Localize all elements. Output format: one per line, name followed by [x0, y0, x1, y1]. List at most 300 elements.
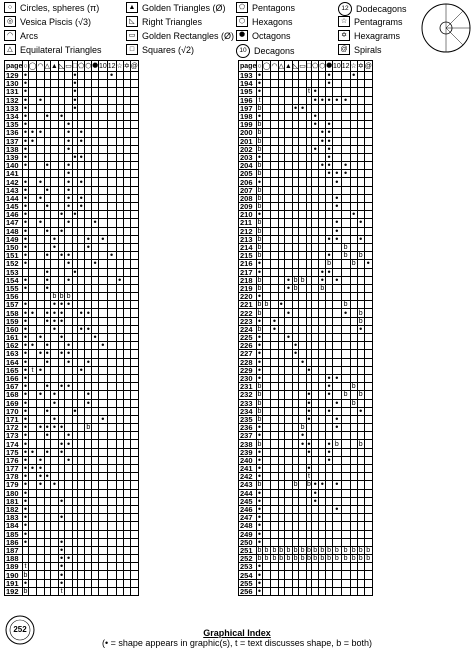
mark-cell — [271, 399, 278, 407]
mark-cell — [262, 358, 271, 366]
mark-cell: b — [272, 555, 277, 563]
mark-cell — [364, 194, 372, 202]
mark-cell: • — [320, 274, 324, 285]
mark-cell — [271, 366, 278, 374]
page-number-cell: 160 — [5, 325, 23, 333]
mark-cell: • — [313, 119, 317, 130]
mark-cell: b — [364, 555, 372, 563]
mark-cell — [85, 440, 92, 448]
mark-cell — [50, 112, 58, 120]
mark-cell — [341, 415, 350, 423]
page-number-cell: 139 — [5, 153, 23, 161]
mark-cell — [50, 489, 58, 497]
mark-cell — [116, 538, 123, 546]
mark-cell — [262, 424, 271, 432]
mark-cell — [78, 522, 85, 530]
mark-cell — [92, 563, 99, 571]
mark-cell — [332, 456, 341, 464]
page-number-cell: 185 — [5, 530, 23, 538]
mark-cell — [299, 530, 307, 538]
mark-cell — [28, 88, 37, 96]
mark-cell — [123, 293, 130, 301]
mark-cell — [85, 448, 92, 456]
column-shape-icon: ⬠ — [78, 62, 85, 70]
mark-cell: • — [257, 340, 262, 351]
page-number-cell: 178 — [5, 473, 23, 481]
mark-cell — [130, 243, 138, 251]
mark-cell: • — [23, 495, 28, 506]
mark-cell: • — [59, 381, 64, 392]
mark-cell: • — [23, 332, 28, 343]
column-shape-icon: @ — [364, 62, 372, 70]
mark-cell — [116, 293, 123, 301]
mark-cell — [130, 342, 138, 350]
mark-cell — [319, 334, 326, 342]
mark-cell — [312, 522, 319, 530]
mark-cell — [326, 538, 333, 546]
mark-cell — [130, 129, 138, 137]
mark-cell: • — [299, 440, 307, 448]
mark-cell: • — [341, 96, 350, 104]
mark-cell — [299, 563, 307, 571]
mark-cell — [65, 538, 73, 546]
mark-cell: b — [358, 309, 363, 317]
mark-cell — [357, 350, 364, 358]
mark-cell — [123, 170, 130, 178]
mark-cell — [50, 252, 58, 260]
mark-cell — [284, 415, 292, 423]
page-number-cell: 221 — [239, 301, 257, 309]
mark-cell — [341, 366, 350, 374]
page-number-cell: 234 — [239, 407, 257, 415]
mark-cell — [116, 317, 123, 325]
mark-cell — [116, 227, 123, 235]
mark-cell — [107, 342, 116, 350]
mark-cell — [28, 80, 37, 88]
mark-cell: • — [65, 178, 73, 186]
page-number-cell: 151 — [5, 252, 23, 260]
mark-cell — [299, 284, 307, 292]
mark-cell: b — [332, 546, 341, 554]
mark-cell — [98, 440, 107, 448]
mark-cell — [262, 235, 271, 243]
mark-cell: b — [257, 121, 262, 129]
mark-cell: b — [257, 235, 262, 243]
mark-cell: • — [86, 307, 90, 318]
mark-cell — [341, 317, 350, 325]
mark-cell: • — [332, 96, 341, 104]
mark-cell — [107, 424, 116, 432]
mark-cell: b — [307, 555, 311, 563]
mark-cell — [319, 227, 326, 235]
mark-cell — [319, 293, 326, 301]
mark-cell: • — [59, 577, 64, 588]
mark-cell: b — [272, 546, 277, 554]
mark-cell — [350, 219, 357, 227]
mark-cell — [332, 489, 341, 497]
mark-cell — [98, 260, 107, 268]
mark-cell — [123, 424, 130, 432]
mark-cell — [284, 170, 292, 178]
mark-cell: • — [272, 315, 277, 326]
spiral-icon: @ — [338, 44, 350, 55]
mark-cell — [123, 80, 130, 88]
mark-cell — [92, 309, 99, 317]
page-number-cell: 241 — [239, 465, 257, 473]
mark-cell — [65, 465, 73, 473]
mark-cell — [85, 571, 92, 579]
mark-cell — [312, 194, 319, 202]
mark-cell — [319, 104, 326, 112]
mark-cell — [341, 383, 350, 391]
table-row — [239, 383, 373, 391]
mark-cell: • — [257, 528, 262, 539]
page-number-cell: 229 — [239, 366, 257, 374]
mark-cell — [28, 358, 37, 366]
mark-cell — [65, 88, 73, 96]
mark-cell: b — [351, 546, 356, 554]
mark-cell — [123, 301, 130, 309]
mark-cell — [116, 260, 123, 268]
mark-cell: • — [327, 94, 331, 105]
mark-cell — [332, 112, 341, 120]
mark-cell — [130, 227, 138, 235]
mark-cell — [123, 129, 130, 137]
mark-cell — [92, 284, 99, 292]
mark-cell: • — [327, 446, 331, 457]
page-number-cell: 222 — [239, 309, 257, 317]
mark-cell: • — [23, 323, 28, 334]
mark-cell — [350, 284, 357, 292]
legend-item — [236, 44, 295, 58]
mark-cell — [262, 153, 271, 161]
mark-cell — [98, 473, 107, 481]
page-number-cell: 192 — [5, 587, 23, 595]
mark-cell: • — [23, 315, 28, 326]
mark-cell — [262, 268, 271, 276]
mark-cell — [78, 497, 85, 505]
mark-cell: • — [45, 307, 49, 318]
mark-cell — [85, 162, 92, 170]
page-number-cell: 161 — [5, 334, 23, 342]
mark-cell — [123, 145, 130, 153]
mark-cell: • — [307, 438, 311, 449]
mark-cell: b — [358, 555, 363, 563]
mark-cell: • — [65, 440, 73, 448]
mark-cell: • — [350, 72, 357, 80]
mark-cell: • — [50, 391, 58, 399]
mark-cell — [319, 587, 326, 595]
mark-cell — [326, 276, 333, 284]
mark-cell — [284, 211, 292, 219]
page-number-cell: 240 — [239, 456, 257, 464]
mark-cell — [364, 276, 372, 284]
page-number-cell: 153 — [5, 268, 23, 276]
column-shape-icon: ◠ — [37, 62, 44, 70]
legend-item — [126, 2, 226, 13]
page-number-cell: 180 — [5, 489, 23, 497]
column-shape-icon: ○ — [257, 62, 262, 70]
mark-cell: b — [341, 391, 350, 399]
mark-cell — [326, 293, 333, 301]
mark-cell — [364, 530, 372, 538]
mark-cell: b — [257, 555, 262, 563]
mark-cell — [364, 170, 372, 178]
page-number: 252 — [13, 625, 27, 634]
mark-cell — [357, 465, 364, 473]
mark-cell: • — [116, 276, 123, 284]
mark-cell — [107, 334, 116, 342]
mark-cell — [50, 153, 58, 161]
mark-cell — [28, 383, 37, 391]
mark-cell — [37, 153, 44, 161]
mark-cell — [123, 96, 130, 104]
mark-cell — [357, 374, 364, 382]
table-row — [239, 194, 373, 202]
octagon-icon: ⯃ — [236, 30, 248, 41]
mark-cell — [92, 235, 99, 243]
mark-cell — [284, 587, 292, 595]
mark-cell: • — [327, 143, 331, 154]
mark-cell: • — [38, 217, 43, 228]
mark-cell — [92, 448, 99, 456]
mark-cell — [341, 219, 350, 227]
mark-cell — [85, 432, 92, 440]
mark-cell: • — [45, 348, 49, 359]
mark-cell — [28, 112, 37, 120]
mark-cell — [107, 104, 116, 112]
mark-cell — [341, 72, 350, 80]
mark-cell — [271, 481, 278, 489]
mark-cell — [78, 72, 85, 80]
mark-cell — [107, 350, 116, 358]
mark-cell — [116, 301, 123, 309]
mark-cell — [319, 530, 326, 538]
page-number-cell: 212 — [239, 227, 257, 235]
page-number-cell: 198 — [239, 112, 257, 120]
mark-cell — [92, 317, 99, 325]
mark-cell — [98, 121, 107, 129]
mark-cell — [85, 137, 92, 145]
page-number-cell: 204 — [239, 162, 257, 170]
mark-cell: • — [313, 111, 317, 122]
mark-cell: • — [65, 252, 73, 260]
mark-cell — [299, 366, 307, 374]
mark-cell — [319, 211, 326, 219]
mark-cell — [312, 129, 319, 137]
mark-cell: • — [320, 266, 324, 277]
mark-cell — [299, 505, 307, 513]
mark-cell: • — [23, 528, 28, 539]
mark-cell — [98, 505, 107, 513]
mark-cell — [65, 366, 73, 374]
mark-cell — [50, 579, 58, 587]
mark-cell — [357, 432, 364, 440]
mark-cell — [332, 137, 341, 145]
mark-cell — [350, 227, 357, 235]
mark-cell: • — [257, 561, 262, 572]
mark-cell — [364, 301, 372, 309]
mark-cell — [65, 325, 73, 333]
mark-cell — [123, 137, 130, 145]
mark-cell — [92, 293, 99, 301]
mark-cell: • — [307, 446, 311, 457]
mark-cell — [271, 284, 278, 292]
mark-cell — [78, 391, 85, 399]
mark-cell — [350, 162, 357, 170]
mark-cell — [28, 72, 37, 80]
mark-cell — [50, 358, 58, 366]
mark-cell — [312, 563, 319, 571]
mark-cell — [262, 96, 271, 104]
mark-cell — [65, 579, 73, 587]
table-row — [239, 219, 373, 227]
mark-cell — [350, 465, 357, 473]
mark-cell — [357, 334, 364, 342]
mark-cell — [332, 80, 341, 88]
legend-label: Arcs — [20, 30, 38, 41]
mark-cell — [364, 383, 372, 391]
mark-cell — [312, 530, 319, 538]
mark-cell — [271, 440, 278, 448]
mark-cell — [350, 440, 357, 448]
table-row — [239, 162, 373, 170]
mark-cell — [78, 342, 85, 350]
mark-cell — [341, 448, 350, 456]
mark-cell — [299, 260, 307, 268]
mark-cell — [332, 350, 341, 358]
mark-cell — [312, 448, 319, 456]
mark-cell — [357, 497, 364, 505]
mark-cell: • — [45, 282, 49, 293]
pentagon-icon: ⬠ — [236, 2, 248, 13]
page-number-cell: 130 — [5, 80, 23, 88]
mark-cell — [50, 546, 58, 554]
page-number-cell: 223 — [239, 317, 257, 325]
mark-cell — [92, 505, 99, 513]
mark-cell — [341, 129, 350, 137]
mark-cell — [364, 153, 372, 161]
column-shape-icon: ◯ — [262, 62, 271, 70]
page-number-cell: 172 — [5, 424, 23, 432]
mark-cell — [357, 170, 364, 178]
page-number-cell: 213 — [239, 235, 257, 243]
page-number-cell: 245 — [239, 497, 257, 505]
mark-cell: • — [65, 137, 73, 145]
table-row — [239, 88, 373, 96]
mark-cell — [341, 407, 350, 415]
mark-cell — [271, 579, 278, 587]
mark-cell — [312, 170, 319, 178]
legend-label: Dodecagons — [356, 4, 407, 14]
table-row — [239, 317, 373, 325]
mark-cell — [123, 407, 130, 415]
mark-cell: • — [327, 389, 331, 400]
mark-cell — [299, 186, 307, 194]
mark-cell — [50, 366, 58, 374]
legend-item — [4, 16, 91, 27]
mark-cell — [78, 424, 85, 432]
mark-cell: • — [257, 332, 262, 343]
mark-cell — [262, 374, 271, 382]
mark-cell — [332, 334, 341, 342]
mark-cell — [92, 587, 99, 595]
mark-cell — [284, 563, 292, 571]
mark-cell — [357, 112, 364, 120]
mark-cell — [341, 522, 350, 530]
mark-cell — [341, 481, 350, 489]
mark-cell — [116, 170, 123, 178]
mark-cell — [332, 530, 341, 538]
mark-cell — [312, 366, 319, 374]
table-row — [239, 227, 373, 235]
legend-label: Equilateral Triangles — [20, 44, 102, 55]
mark-cell — [299, 252, 307, 260]
mark-cell — [299, 227, 307, 235]
mark-cell — [28, 391, 37, 399]
mark-cell: b — [257, 170, 262, 178]
mark-cell: • — [45, 274, 49, 285]
mark-cell: • — [23, 151, 28, 162]
mark-cell — [116, 88, 123, 96]
table-row — [5, 555, 139, 563]
mark-cell — [364, 587, 372, 595]
mark-cell — [28, 489, 37, 497]
mark-cell — [284, 243, 292, 251]
mark-cell — [326, 571, 333, 579]
mark-cell — [65, 407, 73, 415]
page-number-cell: 251 — [239, 546, 257, 554]
mark-cell: • — [38, 332, 43, 343]
mark-cell — [123, 153, 130, 161]
mark-cell — [341, 399, 350, 407]
mark-cell: • — [332, 276, 341, 284]
mark-cell — [65, 391, 73, 399]
mark-cell — [116, 440, 123, 448]
page-number-cell: 176 — [5, 456, 23, 464]
golden-rectangle-icon: ▭ — [126, 30, 138, 41]
mark-cell — [271, 350, 278, 358]
mark-cell — [284, 383, 292, 391]
mark-cell — [98, 301, 107, 309]
mark-cell: • — [65, 350, 73, 358]
dodecagon-icon: 12 — [338, 2, 352, 16]
mark-cell — [326, 424, 333, 432]
mark-cell — [130, 186, 138, 194]
mark-cell — [92, 489, 99, 497]
mark-cell — [284, 293, 292, 301]
column-shape-icon: ⯃ — [92, 62, 98, 70]
page-number-cell: 191 — [5, 579, 23, 587]
mark-cell — [350, 407, 357, 415]
mark-cell: • — [65, 456, 73, 464]
mark-cell — [28, 96, 37, 104]
mark-cell: • — [23, 446, 28, 457]
mark-cell — [312, 571, 319, 579]
page-number-cell: 146 — [5, 211, 23, 219]
mark-cell: b — [257, 276, 262, 284]
mark-cell — [116, 407, 123, 415]
mark-cell — [299, 325, 307, 333]
mark-cell: • — [307, 405, 311, 416]
mark-cell — [319, 563, 326, 571]
mark-cell — [350, 366, 357, 374]
mark-cell — [332, 284, 341, 292]
page-number-cell: 147 — [5, 219, 23, 227]
mark-cell — [357, 276, 364, 284]
mark-cell: • — [257, 495, 262, 506]
page-number-cell: 239 — [239, 448, 257, 456]
